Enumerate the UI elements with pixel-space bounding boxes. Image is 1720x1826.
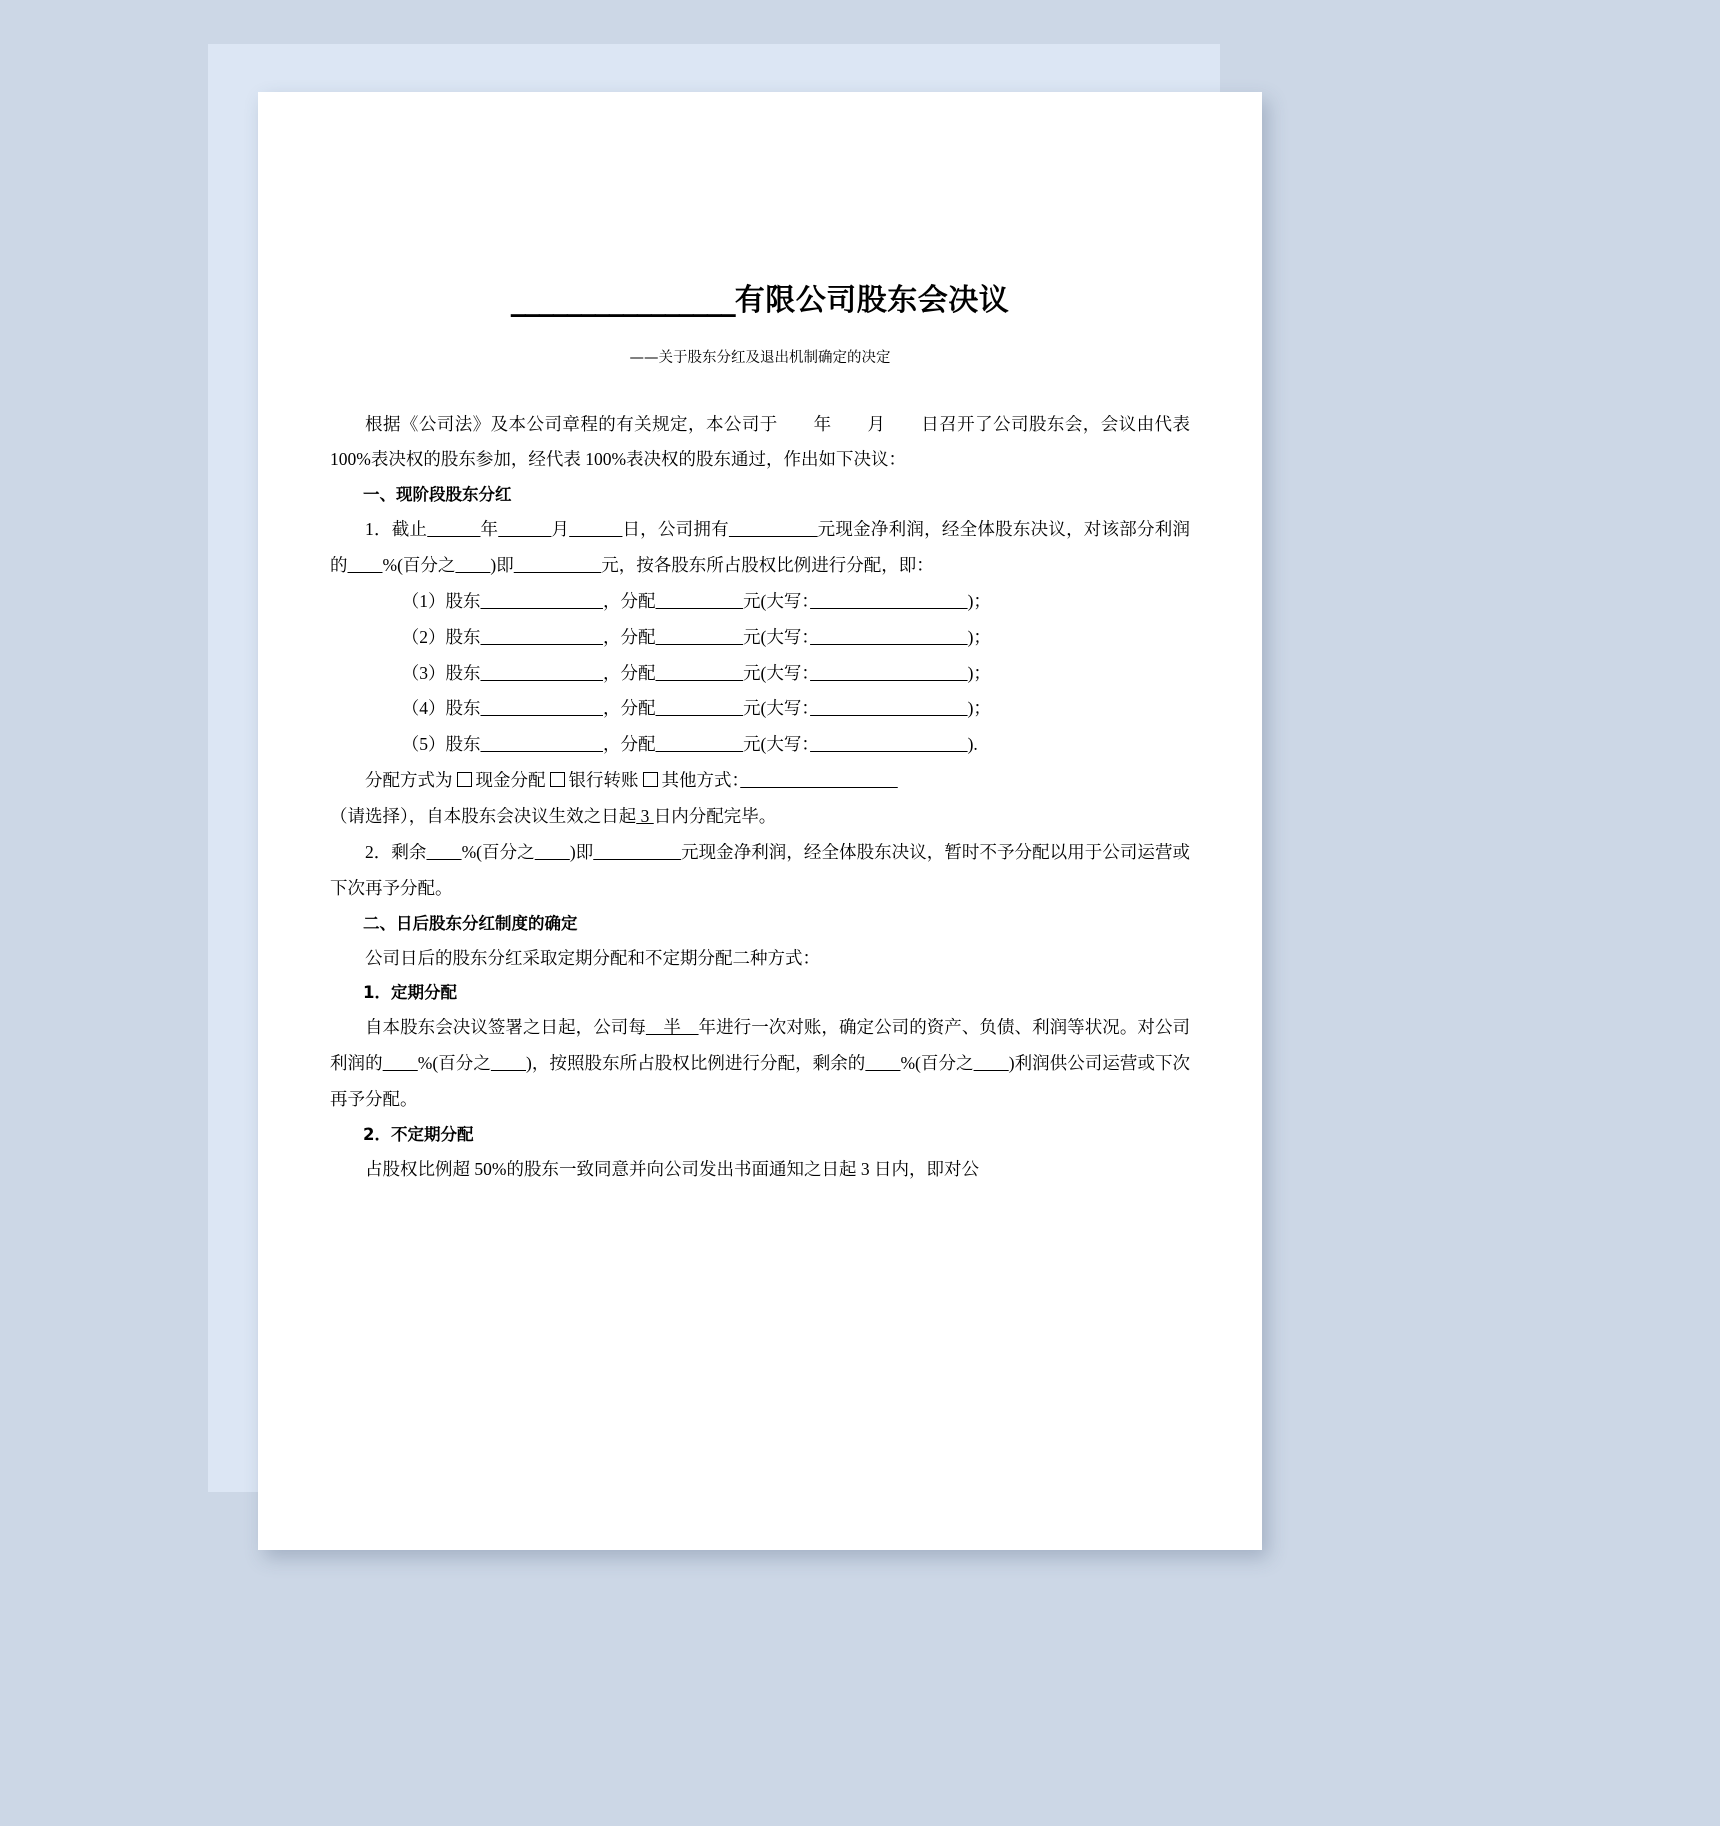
blank-percent-1 (348, 555, 383, 575)
deadline-a: （请选择），自本股东会决议生效之日起 (330, 806, 637, 827)
page-content (258, 92, 1262, 1550)
p12-a: 2．剩余 (365, 841, 427, 862)
p11-h: 元，按各股东所占股权比例进行分配，即： (601, 554, 934, 575)
shareholder-unit: 元(大写： (743, 734, 811, 755)
shareholder-line (330, 620, 1190, 656)
blank-period: 半 (645, 1017, 699, 1038)
blank-shareholder-amount (656, 734, 744, 754)
document-title-blank: ________________ (510, 283, 735, 318)
blank-shareholder-name (481, 591, 604, 611)
shareholder-unit: 元(大写： (743, 662, 811, 683)
method-option-cash: 现金分配 (475, 770, 546, 791)
blank-shareholder-amount-words (810, 663, 968, 683)
shareholder-index: （3）股东 (401, 662, 481, 683)
p11-e: 元现金净利润，经全体股东决议，对该部分利润的 (330, 519, 1191, 575)
shareholder-unit: 元(大写： (743, 698, 811, 719)
shareholder-index: （1）股东 (401, 590, 481, 611)
shareholder-end: )； (967, 626, 991, 647)
p12-b: %(百分之 (461, 841, 535, 862)
blank-month (498, 519, 551, 539)
paragraph-1-1 (330, 512, 1190, 584)
p21-e: %(百分之 (900, 1053, 974, 1074)
blank-shareholder-amount (656, 627, 744, 647)
p21-d: )，按照股东所占股权比例进行分配，剩余的 (526, 1053, 866, 1074)
paragraph-intro: 根据《公司法》及本公司章程的有关规定，本公司于 年 月 日召开了公司股东会，会议由代表 100%表决权的股东参加，经代表 100%表决权的股东通过，作出如下决议： (330, 413, 1190, 470)
blank-shareholder-amount (656, 591, 744, 611)
blank-remaining-amount (593, 842, 681, 862)
blank-shareholder-amount-words (810, 698, 968, 718)
paragraph-2-intro: 公司日后的股东分红采取定期分配和不定期分配二种方式： (365, 947, 820, 968)
p12-d: 元现金净利润，经全体股东决议，暂时不予分配以用于公司运营或下次再予分配。 (330, 841, 1191, 898)
shareholder-mid: ，分配 (603, 734, 656, 755)
shareholder-unit: 元(大写： (743, 626, 811, 647)
blank-year (427, 519, 480, 539)
p21-a: 自本股东会决议签署之日起，公司每 (365, 1017, 646, 1038)
blank-shareholder-name (481, 698, 604, 718)
blank-shareholder-name (481, 627, 604, 647)
paragraph-1-2 (330, 835, 1190, 907)
method-option-bank: 银行转账 (568, 770, 639, 791)
checkbox-cash-icon[interactable] (457, 772, 472, 787)
shareholder-end: ). (967, 734, 978, 755)
blank-profit-percent (383, 1053, 418, 1073)
blank-days: 3 (636, 806, 654, 827)
document-subtitle: ——关于股东分红及退出机制确定的决定 (629, 349, 891, 366)
method-label: 分配方式为 (365, 770, 453, 791)
heading-2-1: 1．定期分配 (363, 983, 457, 1003)
p11-d: 日，公司拥有 (622, 519, 729, 540)
p12-c: )即 (569, 841, 594, 862)
blank-percent-1b (455, 555, 490, 575)
document-page (258, 92, 1262, 1550)
blank-day (569, 519, 622, 539)
document-title (330, 282, 1190, 320)
shareholder-index: （2）股东 (401, 626, 481, 647)
blank-shareholder-name (481, 663, 604, 683)
shareholder-mid: ，分配 (603, 590, 656, 611)
blank-profit-percent-words (491, 1053, 526, 1073)
blank-shareholder-amount-words (810, 627, 968, 647)
shareholder-line (330, 691, 1190, 727)
document-body (330, 407, 1190, 1188)
p21-f: )利润供公司运营或下次再予分配。 (330, 1053, 1191, 1109)
method-option-other: 其他方式： (661, 770, 741, 791)
paragraph-2-2: 占股权比例超 50%的股东一致同意并向公司发出书面通知之日起 3 日内，即对公 (365, 1158, 979, 1179)
shareholder-line (330, 727, 1190, 763)
blank-shareholder-amount-words (810, 591, 968, 611)
p11-a: 1．截止 (365, 519, 428, 540)
heading-section-2: 二、日后股东分红制度的确定 (363, 913, 578, 933)
shareholder-index: （4）股东 (401, 698, 481, 719)
shareholder-end: )； (967, 590, 991, 611)
blank-shareholder-name (481, 734, 604, 754)
blank-other-method (740, 770, 898, 790)
p11-b: 年 (480, 519, 499, 540)
blank-amount-2 (514, 555, 602, 575)
shareholder-index: （5）股东 (401, 734, 481, 755)
blank-shareholder-amount (656, 663, 744, 683)
blank-residual-percent-words (974, 1053, 1009, 1073)
shareholder-line (330, 656, 1190, 692)
deadline-b: 日内分配完毕。 (653, 806, 777, 827)
paragraph-2-1 (330, 1010, 1190, 1118)
blank-amount-1 (729, 519, 818, 539)
blank-shareholder-amount-words (810, 734, 968, 754)
p11-c: 月 (551, 519, 570, 540)
blank-remaining-percent-words (535, 842, 570, 862)
p11-f: %(百分之 (382, 554, 456, 575)
heading-section-1: 一、现阶段股东分红 (363, 485, 512, 505)
shareholder-end: )； (967, 662, 991, 683)
shareholder-end: )； (967, 698, 991, 719)
p21-b: 年进行一次对账，确定公司的资产、负债、利润等状况。对公司利润的 (330, 1017, 1191, 1074)
shareholder-mid: ，分配 (603, 662, 656, 683)
heading-2-2: 2．不定期分配 (363, 1124, 474, 1144)
shareholder-unit: 元(大写： (743, 590, 811, 611)
blank-residual-percent (865, 1053, 900, 1073)
checkbox-bank-transfer-icon[interactable] (550, 772, 565, 787)
checkbox-other-icon[interactable] (643, 772, 658, 787)
p11-g: )即 (490, 554, 514, 575)
shareholder-mid: ，分配 (603, 698, 656, 719)
paragraph-distribution-method (330, 763, 1190, 799)
blank-shareholder-amount (656, 698, 744, 718)
document-title-text: 有限公司股东会决议 (734, 283, 1010, 318)
blank-remaining-percent (426, 842, 461, 862)
shareholder-mid: ，分配 (603, 626, 656, 647)
paragraph-distribution-deadline (330, 799, 1190, 835)
p21-c: %(百分之 (417, 1053, 491, 1074)
shareholder-line (330, 584, 1190, 620)
